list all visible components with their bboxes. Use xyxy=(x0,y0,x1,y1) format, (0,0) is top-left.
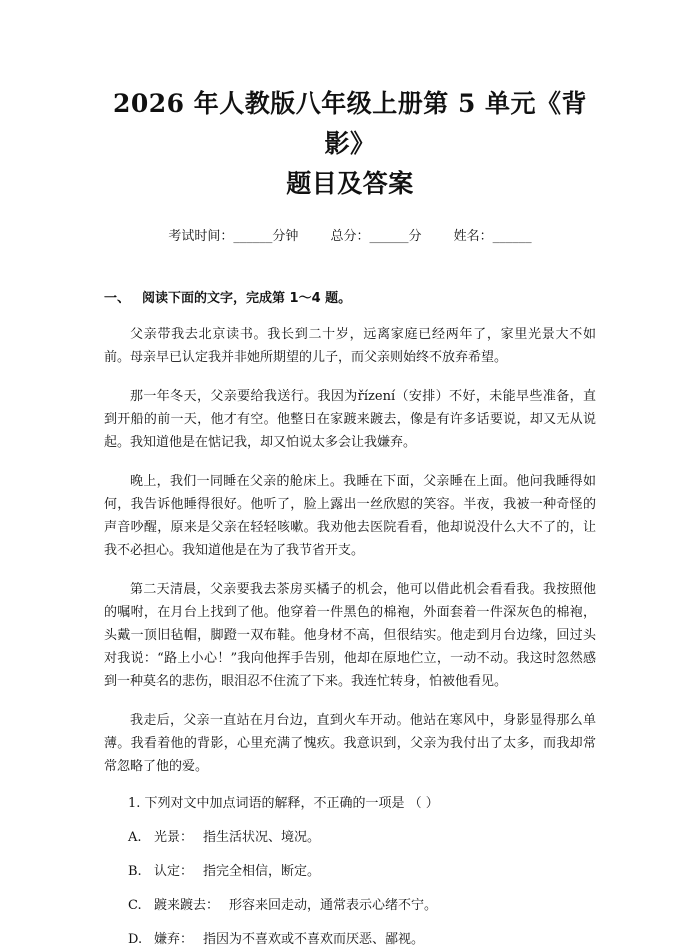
option-text: 指完全相信，断定。 xyxy=(203,864,321,879)
document-title xyxy=(104,0,596,204)
option-term: 光景： xyxy=(154,830,194,845)
option-term: 嫌弃： xyxy=(154,932,194,947)
passage-paragraph: 我走后，父亲一直站在月台边，直到火车开动。他站在寒风中，身影显得那么单薄。我看着他的背影，心里充满了愧疚。我意识到，父亲为我付出了太多，而我却常常忽略了他的爱。 xyxy=(104,713,596,774)
total-score-field: 总分：______分 xyxy=(330,229,422,244)
option-term: 踱来踱去： xyxy=(154,898,220,913)
passage-paragraph: 父亲带我去北京读书。我长到二十岁，远离家庭已经两年了，家里光景大不如前。母亲早已认定我并非她所期望的儿子，而父亲则始终不放弃希望。 xyxy=(104,327,596,365)
exam-time-field: 考试时间：______分钟 xyxy=(168,229,299,244)
passage-paragraph: 那一年冬天，父亲要给我送行。我因为řízení（安排）不好，未能早些准备，直到开船的前一天，他才有空。他整日在家踱来踱去，像是有许多话要说，却又无从说起。我知道他是在惦记我，却又怕说太多会让我嫌弃。 xyxy=(104,389,596,450)
option-label: B. xyxy=(128,864,142,879)
option-label: D. xyxy=(128,932,143,947)
student-name-field: 姓名：______ xyxy=(453,229,532,244)
option-text: 指生活状况、境况。 xyxy=(203,830,321,845)
exam-info-row xyxy=(104,227,596,247)
section-number: 一、 xyxy=(104,291,131,306)
option-d xyxy=(104,930,596,950)
option-text: 形容来回走动，通常表示心绪不宁。 xyxy=(229,898,438,913)
option-term: 认定： xyxy=(154,864,194,879)
option-label: C. xyxy=(128,898,142,913)
passage-paragraph: 第二天清晨，父亲要我去茶房买橘子的机会，他可以借此机会看看我。我按照他的嘱咐，在月台上找到了他。他穿着一件黑色的棉袍，外面套着一件深灰色的棉袍，头戴一顶旧毡帽，脚蹬一双布鞋。他身材不高，但很结实。他走到月台边缘，回过头对我说：“路上小心！”我向他挥手告别，他却在原地伫立，一动不动。我这时忽然感到一种莫名的悲伤，眼泪忍不住流了下来。我连忙转身，怕被他看见。 xyxy=(104,582,596,689)
title-line-2: 题目及答案 xyxy=(286,169,414,198)
option-text: 指因为不喜欢或不喜欢而厌恶、鄙视。 xyxy=(203,932,425,947)
option-a xyxy=(104,828,596,848)
title-line-1: 2026 年人教版八年级上册第 5 单元《背影》 xyxy=(112,89,588,158)
section-heading xyxy=(104,289,596,309)
question-1-stem: 1. 下列对文中加点词语的解释，不正确的一项是 （ ） xyxy=(128,796,439,811)
option-b xyxy=(104,862,596,882)
reading-passage xyxy=(104,323,596,778)
passage-paragraph: 晚上，我们一同睡在父亲的舱床上。我睡在下面，父亲睡在上面。他问我睡得如何，我告诉他睡得很好。他听了，脸上露出一丝欣慰的笑容。半夜，我被一种奇怪的声音吵醒，原来是父亲在轻轻咳嗽。我劝他去医院看看，他却说没什么大不了的，让我不必担心。我知道他是在为了我节省开支。 xyxy=(104,474,596,558)
section-instruction: 阅读下面的文字，完成第 1～4 题。 xyxy=(142,291,352,306)
option-c xyxy=(104,896,596,916)
option-label: A. xyxy=(128,830,142,845)
